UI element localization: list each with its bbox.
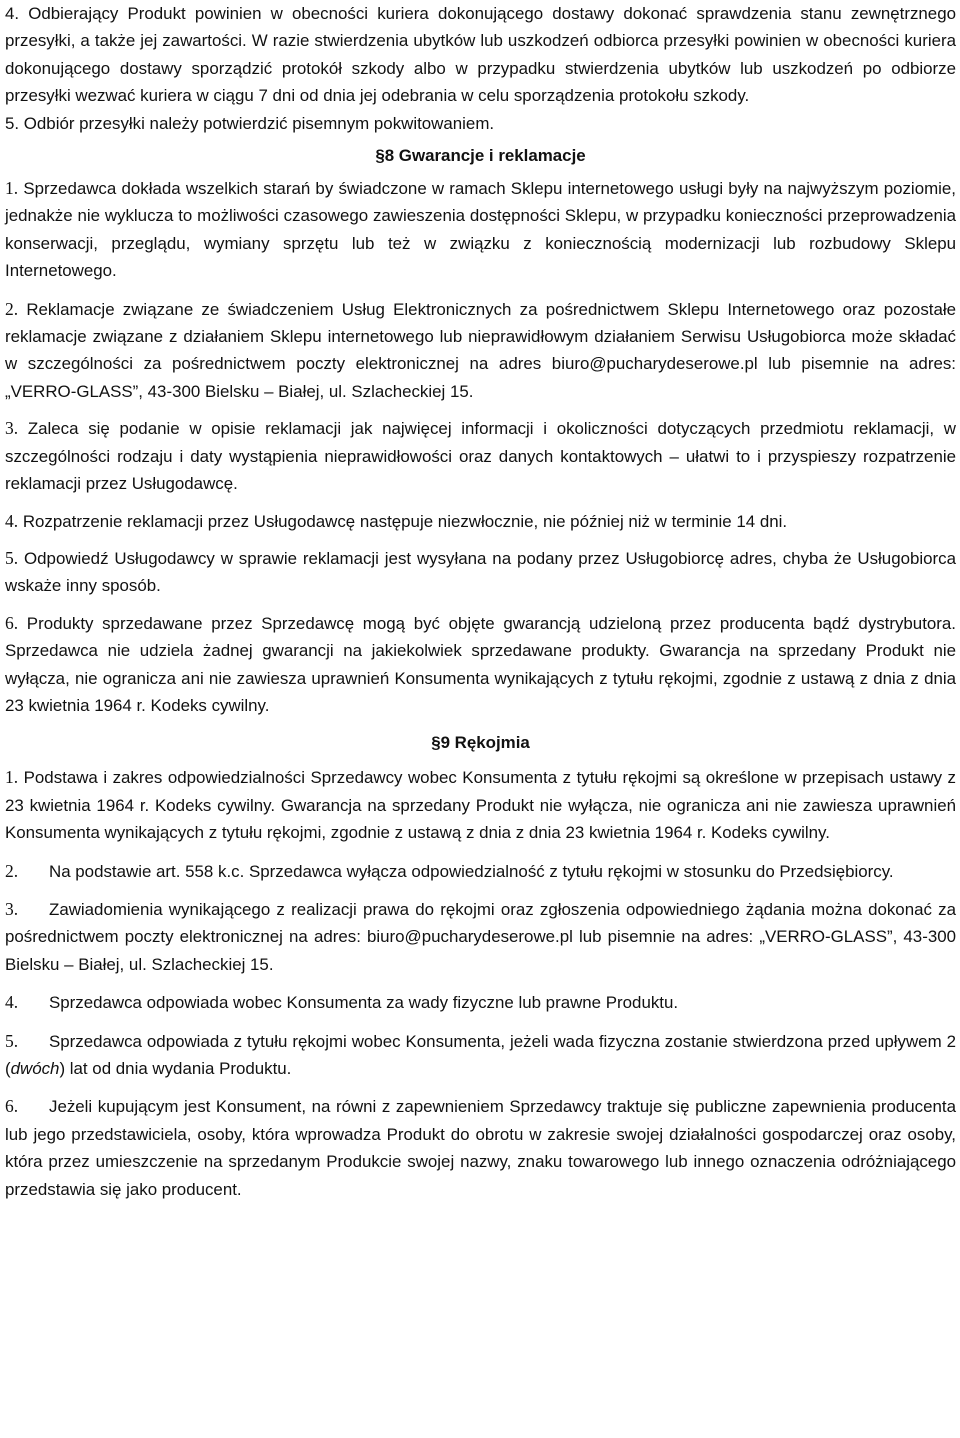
item-text-emphasis: dwóch: [10, 1059, 60, 1078]
item-text: Zaleca się podanie w opisie reklamacji jak najwięcej informacji i okoliczności dotyczących przedmiotu reklamacji, w szczególności rodzaju i daty wystąpienia nieprawidłowości oraz danych kontaktowych – ułatwi to i przyspieszy rozpatrzenie reklamacji przez Usługodawcę.: [5, 419, 956, 494]
item-text: Jeżeli kupującym jest Konsument, na równi z zapewnieniem Sprzedawcy traktuje się publiczne zapewnienia producenta lub jego przedstawiciela, osoby, która wprowadza Produkt do obrotu w zakresie swojej działalności gospodarczej oraz osoby, która przez umieszczenie na sprzedanym Produkcie swojej nazwy, znaku towarowego lub innego oznaczenia odróżniającego przedstawia się jako producent.: [5, 1097, 956, 1199]
item-number: 6.: [5, 1096, 19, 1117]
item-number: 5.: [5, 547, 19, 568]
item-number: 2.: [5, 860, 19, 881]
item-number: 4.: [5, 992, 19, 1013]
item-text-before: Sprzedawca odpowiada z tytułu rękojmi wobec Konsumenta, jeżeli wada fizyczna zostanie stwierdzona przed upływem 2 (: [5, 1031, 956, 1078]
section-9-heading: §9 Rękojmia: [431, 733, 530, 753]
item-text: Sprzedawca odpowiada wobec Konsumenta za wady fizyczne lub prawne Produktu.: [49, 993, 679, 1013]
section-8-item-1: [5, 175, 956, 285]
item-text: Rozpatrzenie reklamacji przez Usługodawcę następuje niezwłocznie, nie później niż w terminie 14 dni.: [22, 511, 788, 531]
paragraph-4: 4. Odbierający Produkt powinien w obecności kuriera dokonującego dostawy dokonać sprawdzenia stanu zewnętrznego przesyłki, a także jej zawartości. W razie stwierdzenia ubytków lub uszkodzeń odbiorca przesyłki powinien w obecności kuriera dokonującego dostawy sporządzić protokół szkody albo w przypadku stwierdzenia ubytków lub uszkodzeń po odbiorze przesyłki wezwać kuriera w ciągu 7 dni od dnia jej odebrania w celu sporządzenia protokołu szkody.: [5, 4, 956, 106]
section-9-item-2: [5, 858, 956, 885]
section-9-item-1: [5, 764, 956, 846]
intro-section: [5, 0, 956, 137]
item-number: 1.: [5, 178, 19, 199]
item-number: 5.: [5, 1030, 19, 1051]
item-text: Sprzedawca dokłada wszelkich starań by świadczone w ramach Sklepu internetowego usługi były na najwyższym poziomie, jednakże nie wyklucza to możliwości czasowego zawieszenia dostępności Sklepu, w przypadku konieczności przeprowadzenia konserwacji, przeglądu, wymiany sprzętu lub też w związku z koniecznością modernizacji lub rozbudowy Sklepu Internetowego.: [5, 179, 956, 281]
section-9-item-4: [5, 989, 956, 1016]
section-8-heading: §8 Gwarancje i reklamacje: [375, 146, 586, 166]
item-text: Odpowiedź Usługodawcy w sprawie reklamacji jest wysyłana na podany przez Usługobiorcę adres, chyba że Usługobiorca wskaże inny sposób.: [5, 548, 956, 596]
section-8-item-6: [5, 610, 956, 720]
section-9-item-3: [5, 896, 956, 978]
item-text: Zawiadomienia wynikającego z realizacji prawa do rękojmi oraz zgłoszenia odpowiedniego żądania można dokonać za pośrednictwem poczty elektronicznej na adres: biuro@pucharydeserowe.pl lub pisemnie na adres: „VERRO-GLASS”, 43-300 Bielsku – Białej, ul. Szlacheckiej 15.: [5, 899, 956, 974]
section-8-item-2: [5, 296, 956, 406]
item-text: Produkty sprzedawane przez Sprzedawcę mogą być objęte gwarancją udzieloną przez producenta bądź dystrybutora. Sprzedawca nie udziela żadnej gwarancji na jakiekolwiek sprzedawane produkty. Gwarancja na sprzedany Produkt nie wyłącza, nie ogranicza ani nie zawiesza uprawnień Konsumenta wynikających z tytułu rękojmi, zgodnie z ustawą z dnia z dnia 23 kwietnia 1964 r. Kodeks cywilny.: [5, 613, 956, 715]
item-number: 6.: [5, 612, 19, 633]
item-number: 1.: [5, 767, 19, 788]
item-number: 3.: [5, 418, 19, 439]
section-8-item-5: [5, 545, 956, 600]
section-9-item-6: [5, 1093, 956, 1203]
section-8-item-3: [5, 415, 956, 497]
item-number: 2.: [5, 298, 19, 319]
item-text: Reklamacje związane ze świadczeniem Usług Elektronicznych za pośrednictwem Sklepu Internetowego oraz pozostałe reklamacje związane z działaniem Sklepu internetowego lub nieprawidłowym działaniem Serwisu Usługobiorca może składać w szczególności za pośrednictwem poczty elektronicznej na adres biuro@pucharydeserowe.pl lub pisemnie na adres: „VERRO-GLASS”, 43-300 Bielsku – Białej, ul. Szlacheckiej 15.: [5, 299, 956, 401]
section-8-item-4: [5, 508, 956, 535]
section-9-item-5: [5, 1028, 956, 1083]
item-text: Podstawa i zakres odpowiedzialności Sprzedawcy wobec Konsumenta z tytułu rękojmi są określone w przepisach ustawy z 23 kwietnia 1964 r. Kodeks cywilny. Gwarancja na sprzedany Produkt nie wyłącza, nie ogranicza ani nie zawiesza uprawnień Konsumenta wynikających z tytułu rękojmi, zgodnie z ustawą z dnia z dnia 23 kwietnia 1964 r. Kodeks cywilny.: [5, 768, 956, 843]
item-number: 3.: [5, 898, 19, 919]
item-number: 4.: [5, 510, 19, 531]
paragraph-5: 5. Odbiór przesyłki należy potwierdzić pisemnym pokwitowaniem.: [5, 113, 495, 133]
item-text: Na podstawie art. 558 k.c. Sprzedawca wyłącza odpowiedzialność z tytułu rękojmi w stosunku do Przedsiębiorcy.: [49, 861, 894, 881]
item-text-after: ) lat od dnia wydania Produktu.: [59, 1059, 292, 1078]
